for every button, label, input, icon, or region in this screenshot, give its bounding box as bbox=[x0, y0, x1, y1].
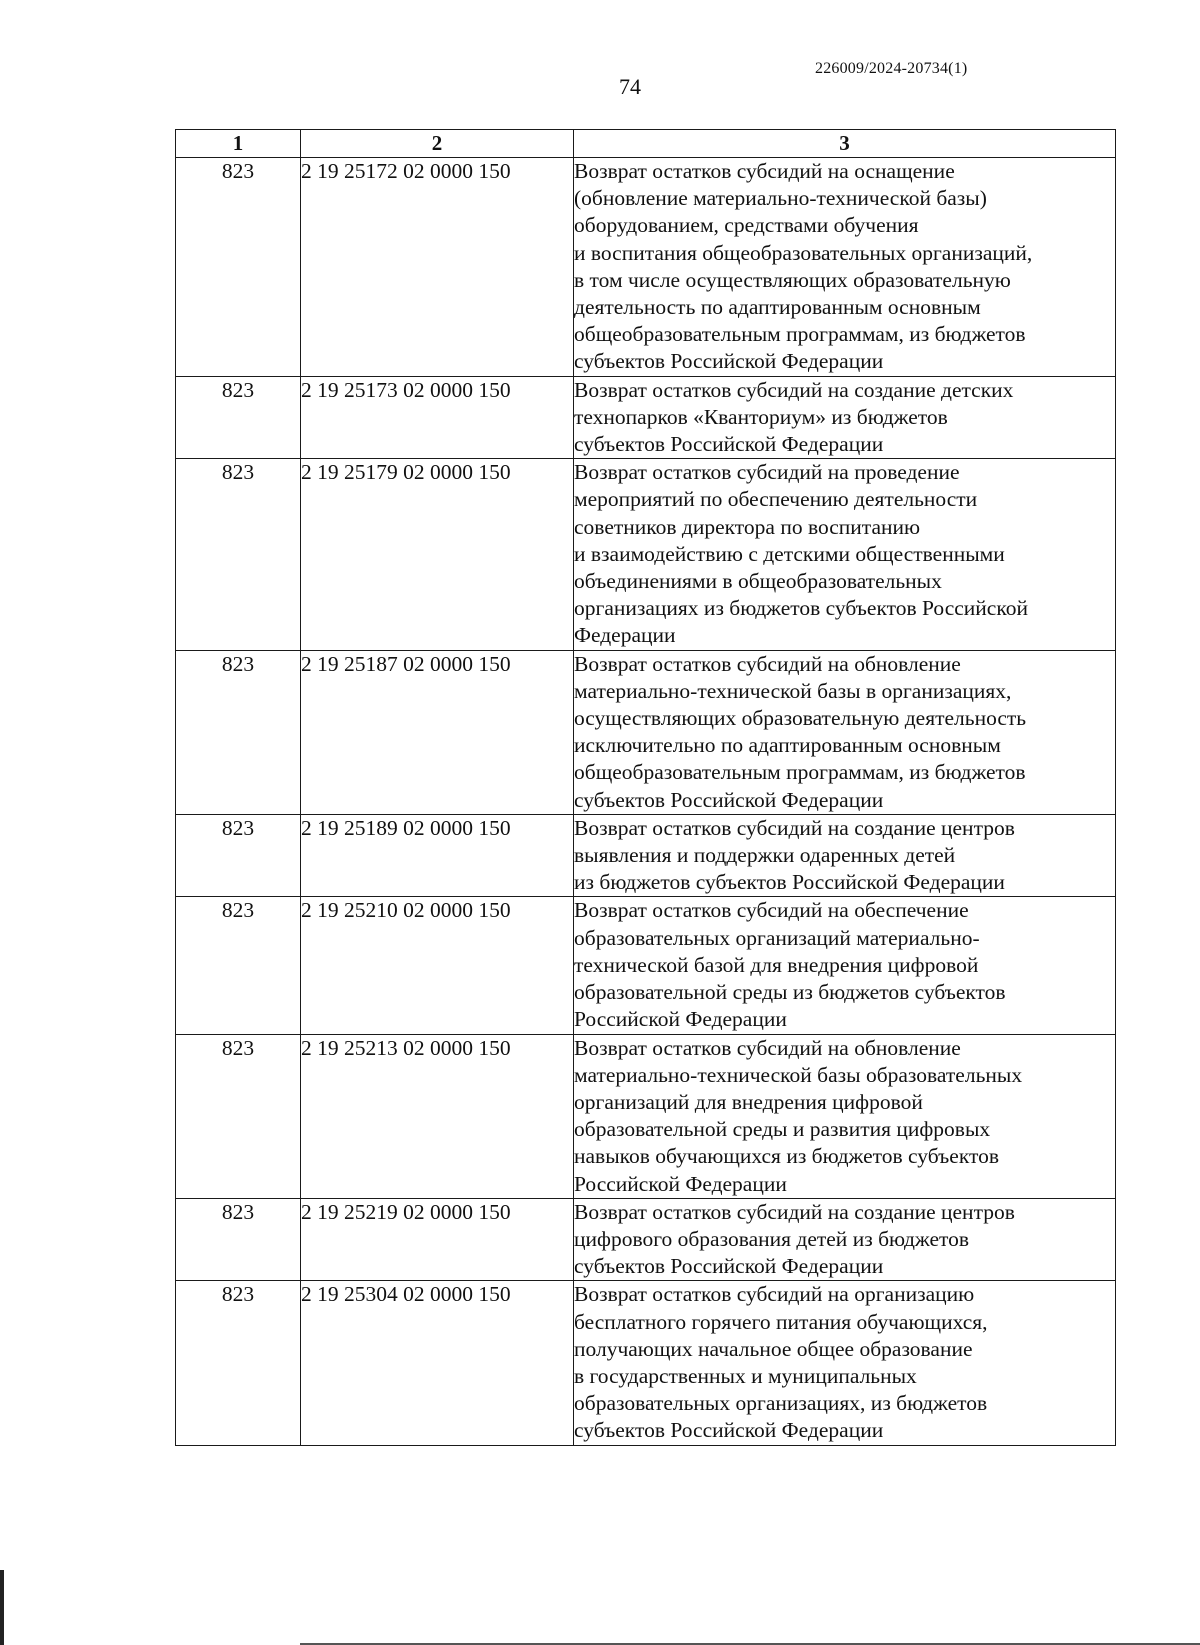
description-line: субъектов Российской Федерации bbox=[574, 787, 884, 812]
description-line: Возврат остатков субсидий на проведение bbox=[574, 460, 960, 485]
scan-edge-mark bbox=[0, 1570, 4, 1645]
admin-code-cell: 823 bbox=[176, 1281, 301, 1445]
description-line: Федерации bbox=[574, 623, 676, 648]
description-line: субъектов Российской Федерации bbox=[574, 349, 884, 374]
admin-code-cell: 823 bbox=[176, 376, 301, 459]
table-row bbox=[176, 1281, 1116, 1445]
description-line: технической базой для внедрения цифровой bbox=[574, 952, 979, 977]
description-line: бесплатного горячего питания обучающихся, bbox=[574, 1309, 988, 1334]
description-cell bbox=[574, 650, 1116, 814]
description-cell bbox=[574, 897, 1116, 1034]
description-cell bbox=[574, 1034, 1116, 1198]
description-line: общеобразовательным программам, из бюджетов bbox=[574, 322, 1026, 347]
description-line: цифрового образования детей из бюджетов bbox=[574, 1226, 970, 1251]
description-line: исключительно по адаптированным основным bbox=[574, 733, 1001, 758]
description-line: оборудованием, средствами обучения bbox=[574, 213, 919, 238]
table-row bbox=[176, 1034, 1116, 1198]
budget-code-cell: 2 19 25189 02 0000 150 bbox=[301, 814, 574, 897]
budget-code-cell: 2 19 25179 02 0000 150 bbox=[301, 459, 574, 650]
description-line: деятельность по адаптированным основным bbox=[574, 295, 981, 320]
description-line: технопарков «Кванториум» из бюджетов bbox=[574, 404, 948, 429]
admin-code-cell: 823 bbox=[176, 650, 301, 814]
description-line: организациях из бюджетов субъектов Российской bbox=[574, 596, 1028, 621]
table-row bbox=[176, 459, 1116, 650]
column-header-1: 1 bbox=[176, 130, 301, 158]
budget-code-cell: 2 19 25213 02 0000 150 bbox=[301, 1034, 574, 1198]
description-line: Возврат остатков субсидий на создание центров bbox=[574, 1199, 1015, 1224]
description-line: выявления и поддержки одаренных детей bbox=[574, 843, 956, 868]
description-line: образовательной среды из бюджетов субъектов bbox=[574, 980, 1006, 1005]
description-line: общеобразовательным программам, из бюджетов bbox=[574, 760, 1026, 785]
description-line: Возврат остатков субсидий на организацию bbox=[574, 1282, 975, 1307]
description-line: Возврат остатков субсидий на создание центров bbox=[574, 815, 1015, 840]
description-line: в государственных и муниципальных bbox=[574, 1363, 917, 1388]
description-line: организаций для внедрения цифровой bbox=[574, 1089, 923, 1114]
table-row bbox=[176, 1198, 1116, 1281]
description-cell bbox=[574, 459, 1116, 650]
description-line: мероприятий по обеспечению деятельности bbox=[574, 487, 978, 512]
description-line: Российской Федерации bbox=[574, 1171, 787, 1196]
table-row bbox=[176, 376, 1116, 459]
description-line: и взаимодействию с детскими общественными bbox=[574, 541, 1005, 566]
admin-code-cell: 823 bbox=[176, 459, 301, 650]
description-line: и воспитания общеобразовательных организаций, bbox=[574, 240, 1033, 265]
description-line: Возврат остатков субсидий на оснащение bbox=[574, 159, 955, 183]
description-line: (обновление материально-технической базы) bbox=[574, 186, 987, 211]
description-cell bbox=[574, 376, 1116, 459]
description-line: Возврат остатков субсидий на обеспечение bbox=[574, 898, 969, 923]
description-line: образовательных организаций материально- bbox=[574, 925, 980, 950]
description-line: материально-технической базы образовательных bbox=[574, 1062, 1023, 1087]
budget-code-cell: 2 19 25304 02 0000 150 bbox=[301, 1281, 574, 1445]
description-line: из бюджетов субъектов Российской Федерации bbox=[574, 870, 1005, 895]
admin-code-cell: 823 bbox=[176, 158, 301, 377]
description-line: образовательной среды и развития цифровых bbox=[574, 1117, 991, 1142]
description-line: образовательных организациях, из бюджетов bbox=[574, 1391, 988, 1416]
description-line: в том числе осуществляющих образовательную bbox=[574, 267, 1011, 292]
description-line: навыков обучающихся из бюджетов субъектов bbox=[574, 1144, 1000, 1169]
description-line: Возврат остатков субсидий на обновление bbox=[574, 651, 961, 676]
table-row bbox=[176, 897, 1116, 1034]
admin-code-cell: 823 bbox=[176, 1034, 301, 1198]
budget-codes-table bbox=[175, 129, 1116, 1446]
description-cell bbox=[574, 158, 1116, 377]
description-line: получающих начальное общее образование bbox=[574, 1336, 973, 1361]
description-line: осуществляющих образовательную деятельность bbox=[574, 706, 1027, 731]
budget-code-cell: 2 19 25173 02 0000 150 bbox=[301, 376, 574, 459]
table-row bbox=[176, 650, 1116, 814]
column-header-2: 2 bbox=[301, 130, 574, 158]
budget-code-cell: 2 19 25187 02 0000 150 bbox=[301, 650, 574, 814]
column-header-3: 3 bbox=[574, 130, 1116, 158]
description-cell bbox=[574, 814, 1116, 897]
description-line: Возврат остатков субсидий на обновление bbox=[574, 1035, 961, 1060]
table-row bbox=[176, 814, 1116, 897]
description-line: материально-технической базы в организациях, bbox=[574, 678, 1012, 703]
admin-code-cell: 823 bbox=[176, 897, 301, 1034]
description-line: субъектов Российской Федерации bbox=[574, 1254, 884, 1279]
table-row bbox=[176, 158, 1116, 377]
description-line: Возврат остатков субсидий на создание детских bbox=[574, 377, 1014, 402]
admin-code-cell: 823 bbox=[176, 1198, 301, 1281]
budget-code-cell: 2 19 25172 02 0000 150 bbox=[301, 158, 574, 377]
description-line: субъектов Российской Федерации bbox=[574, 432, 884, 457]
document-id: 226009/2024-20734(1) bbox=[815, 60, 968, 77]
description-line: советников директора по воспитанию bbox=[574, 514, 921, 539]
description-line: субъектов Российской Федерации bbox=[574, 1418, 884, 1443]
table-body bbox=[176, 158, 1116, 1446]
description-line: Российской Федерации bbox=[574, 1007, 787, 1032]
description-line: объединениями в общеобразовательных bbox=[574, 569, 942, 594]
table-header-row bbox=[176, 130, 1116, 158]
description-cell bbox=[574, 1281, 1116, 1445]
budget-code-cell: 2 19 25219 02 0000 150 bbox=[301, 1198, 574, 1281]
budget-code-cell: 2 19 25210 02 0000 150 bbox=[301, 897, 574, 1034]
admin-code-cell: 823 bbox=[176, 814, 301, 897]
page-number: 74 bbox=[619, 74, 641, 99]
description-cell bbox=[574, 1198, 1116, 1281]
